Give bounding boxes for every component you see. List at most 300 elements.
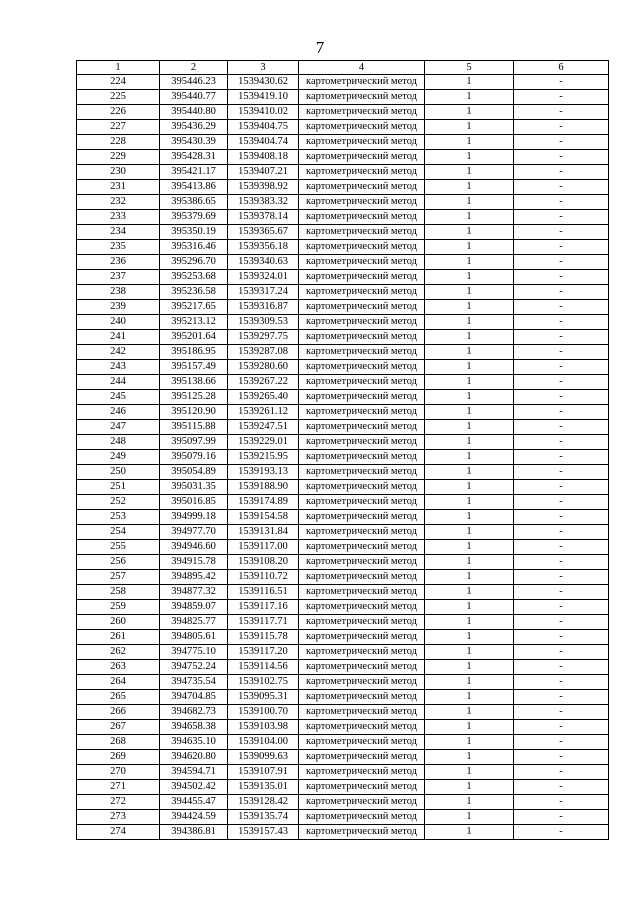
method-cell: картометрический метод [299, 360, 425, 375]
note-cell: - [514, 585, 609, 600]
note-cell: - [514, 825, 609, 840]
table-row [77, 750, 609, 765]
y-coordinate-cell: 1539316.87 [228, 300, 299, 315]
x-coordinate-cell: 395413.86 [160, 180, 228, 195]
accuracy-cell: 1 [425, 795, 514, 810]
column-header-2: 2 [160, 61, 228, 75]
method-cell: картометрический метод [299, 525, 425, 540]
point-number-cell: 229 [77, 150, 160, 165]
note-cell: - [514, 795, 609, 810]
note-cell: - [514, 405, 609, 420]
accuracy-cell: 1 [425, 660, 514, 675]
point-number-cell: 228 [77, 135, 160, 150]
note-cell: - [514, 270, 609, 285]
note-cell: - [514, 810, 609, 825]
note-cell: - [514, 375, 609, 390]
note-cell: - [514, 600, 609, 615]
accuracy-cell: 1 [425, 390, 514, 405]
x-coordinate-cell: 395296.70 [160, 255, 228, 270]
y-coordinate-cell: 1539117.16 [228, 600, 299, 615]
method-cell: картометрический метод [299, 570, 425, 585]
x-coordinate-cell: 395440.80 [160, 105, 228, 120]
note-cell: - [514, 360, 609, 375]
point-number-cell: 265 [77, 690, 160, 705]
method-cell: картометрический метод [299, 810, 425, 825]
point-number-cell: 246 [77, 405, 160, 420]
accuracy-cell: 1 [425, 225, 514, 240]
table-row [77, 600, 609, 615]
accuracy-cell: 1 [425, 345, 514, 360]
y-coordinate-cell: 1539108.20 [228, 555, 299, 570]
note-cell: - [514, 570, 609, 585]
point-number-cell: 273 [77, 810, 160, 825]
accuracy-cell: 1 [425, 375, 514, 390]
method-cell: картометрический метод [299, 465, 425, 480]
accuracy-cell: 1 [425, 645, 514, 660]
y-coordinate-cell: 1539324.01 [228, 270, 299, 285]
x-coordinate-cell: 395421.17 [160, 165, 228, 180]
note-cell: - [514, 315, 609, 330]
note-cell: - [514, 465, 609, 480]
note-cell: - [514, 150, 609, 165]
table-row [77, 285, 609, 300]
accuracy-cell: 1 [425, 300, 514, 315]
accuracy-cell: 1 [425, 480, 514, 495]
table-row [77, 165, 609, 180]
point-number-cell: 256 [77, 555, 160, 570]
accuracy-cell: 1 [425, 765, 514, 780]
method-cell: картометрический метод [299, 210, 425, 225]
accuracy-cell: 1 [425, 750, 514, 765]
point-number-cell: 238 [77, 285, 160, 300]
y-coordinate-cell: 1539117.00 [228, 540, 299, 555]
accuracy-cell: 1 [425, 555, 514, 570]
accuracy-cell: 1 [425, 465, 514, 480]
table-row [77, 465, 609, 480]
point-number-cell: 254 [77, 525, 160, 540]
method-cell: картометрический метод [299, 375, 425, 390]
accuracy-cell: 1 [425, 315, 514, 330]
note-cell: - [514, 435, 609, 450]
y-coordinate-cell: 1539116.51 [228, 585, 299, 600]
y-coordinate-cell: 1539265.40 [228, 390, 299, 405]
y-coordinate-cell: 1539104.00 [228, 735, 299, 750]
accuracy-cell: 1 [425, 585, 514, 600]
method-cell: картометрический метод [299, 705, 425, 720]
point-number-cell: 233 [77, 210, 160, 225]
point-number-cell: 245 [77, 390, 160, 405]
y-coordinate-cell: 1539383.32 [228, 195, 299, 210]
y-coordinate-cell: 1539297.75 [228, 330, 299, 345]
method-cell: картометрический метод [299, 120, 425, 135]
method-cell: картометрический метод [299, 795, 425, 810]
table-row [77, 330, 609, 345]
y-coordinate-cell: 1539261.12 [228, 405, 299, 420]
table-row [77, 765, 609, 780]
note-cell: - [514, 765, 609, 780]
y-coordinate-cell: 1539117.71 [228, 615, 299, 630]
x-coordinate-cell: 394620.80 [160, 750, 228, 765]
accuracy-cell: 1 [425, 285, 514, 300]
table-row [77, 525, 609, 540]
x-coordinate-cell: 394658.38 [160, 720, 228, 735]
method-cell: картометрический метод [299, 825, 425, 840]
point-number-cell: 270 [77, 765, 160, 780]
x-coordinate-cell: 395079.16 [160, 450, 228, 465]
column-header-6: 6 [514, 61, 609, 75]
method-cell: картометрический метод [299, 585, 425, 600]
y-coordinate-cell: 1539193.13 [228, 465, 299, 480]
y-coordinate-cell: 1539107.91 [228, 765, 299, 780]
method-cell: картометрический метод [299, 345, 425, 360]
method-cell: картометрический метод [299, 720, 425, 735]
accuracy-cell: 1 [425, 630, 514, 645]
note-cell: - [514, 165, 609, 180]
note-cell: - [514, 285, 609, 300]
method-cell: картометрический метод [299, 630, 425, 645]
method-cell: картометрический метод [299, 540, 425, 555]
x-coordinate-cell: 395115.88 [160, 420, 228, 435]
x-coordinate-cell: 394594.71 [160, 765, 228, 780]
table-row [77, 195, 609, 210]
accuracy-cell: 1 [425, 150, 514, 165]
x-coordinate-cell: 395031.35 [160, 480, 228, 495]
accuracy-cell: 1 [425, 675, 514, 690]
y-coordinate-cell: 1539135.01 [228, 780, 299, 795]
y-coordinate-cell: 1539128.42 [228, 795, 299, 810]
y-coordinate-cell: 1539317.24 [228, 285, 299, 300]
column-header-1: 1 [77, 61, 160, 75]
accuracy-cell: 1 [425, 90, 514, 105]
y-coordinate-cell: 1539410.02 [228, 105, 299, 120]
y-coordinate-cell: 1539247.51 [228, 420, 299, 435]
header-row [77, 61, 609, 75]
y-coordinate-cell: 1539378.14 [228, 210, 299, 225]
coordinates-table [76, 60, 609, 840]
y-coordinate-cell: 1539115.78 [228, 630, 299, 645]
x-coordinate-cell: 394877.32 [160, 585, 228, 600]
point-number-cell: 230 [77, 165, 160, 180]
note-cell: - [514, 720, 609, 735]
method-cell: картометрический метод [299, 135, 425, 150]
y-coordinate-cell: 1539102.75 [228, 675, 299, 690]
note-cell: - [514, 660, 609, 675]
y-coordinate-cell: 1539280.60 [228, 360, 299, 375]
accuracy-cell: 1 [425, 495, 514, 510]
table-row [77, 810, 609, 825]
table-row [77, 540, 609, 555]
x-coordinate-cell: 394977.70 [160, 525, 228, 540]
method-cell: картометрический метод [299, 645, 425, 660]
accuracy-cell: 1 [425, 705, 514, 720]
point-number-cell: 250 [77, 465, 160, 480]
accuracy-cell: 1 [425, 210, 514, 225]
point-number-cell: 260 [77, 615, 160, 630]
method-cell: картометрический метод [299, 450, 425, 465]
method-cell: картометрический метод [299, 225, 425, 240]
note-cell: - [514, 195, 609, 210]
accuracy-cell: 1 [425, 195, 514, 210]
x-coordinate-cell: 395446.23 [160, 75, 228, 90]
point-number-cell: 262 [77, 645, 160, 660]
accuracy-cell: 1 [425, 780, 514, 795]
x-coordinate-cell: 394805.61 [160, 630, 228, 645]
accuracy-cell: 1 [425, 435, 514, 450]
page-number: 7 [315, 38, 325, 57]
accuracy-cell: 1 [425, 405, 514, 420]
accuracy-cell: 1 [425, 135, 514, 150]
method-cell: картометрический метод [299, 150, 425, 165]
x-coordinate-cell: 395157.49 [160, 360, 228, 375]
table-row [77, 360, 609, 375]
x-coordinate-cell: 395430.39 [160, 135, 228, 150]
point-number-cell: 231 [77, 180, 160, 195]
table-row [77, 120, 609, 135]
y-coordinate-cell: 1539407.21 [228, 165, 299, 180]
point-number-cell: 239 [77, 300, 160, 315]
x-coordinate-cell: 395097.99 [160, 435, 228, 450]
note-cell: - [514, 330, 609, 345]
x-coordinate-cell: 394825.77 [160, 615, 228, 630]
method-cell: картометрический метод [299, 165, 425, 180]
y-coordinate-cell: 1539135.74 [228, 810, 299, 825]
y-coordinate-cell: 1539398.92 [228, 180, 299, 195]
y-coordinate-cell: 1539215.95 [228, 450, 299, 465]
y-coordinate-cell: 1539110.72 [228, 570, 299, 585]
y-coordinate-cell: 1539099.63 [228, 750, 299, 765]
point-number-cell: 243 [77, 360, 160, 375]
note-cell: - [514, 180, 609, 195]
note-cell: - [514, 450, 609, 465]
note-cell: - [514, 300, 609, 315]
accuracy-cell: 1 [425, 450, 514, 465]
x-coordinate-cell: 395253.68 [160, 270, 228, 285]
table-row [77, 150, 609, 165]
note-cell: - [514, 255, 609, 270]
x-coordinate-cell: 395386.65 [160, 195, 228, 210]
note-cell: - [514, 615, 609, 630]
x-coordinate-cell: 395186.95 [160, 345, 228, 360]
table-body [77, 75, 609, 840]
accuracy-cell: 1 [425, 360, 514, 375]
accuracy-cell: 1 [425, 240, 514, 255]
note-cell: - [514, 240, 609, 255]
x-coordinate-cell: 394999.18 [160, 510, 228, 525]
note-cell: - [514, 780, 609, 795]
x-coordinate-cell: 395054.89 [160, 465, 228, 480]
table-row [77, 420, 609, 435]
point-number-cell: 225 [77, 90, 160, 105]
table-row [77, 135, 609, 150]
table-row [77, 345, 609, 360]
table-row [77, 735, 609, 750]
method-cell: картометрический метод [299, 480, 425, 495]
point-number-cell: 241 [77, 330, 160, 345]
table-row [77, 795, 609, 810]
table-row [77, 375, 609, 390]
table-row [77, 240, 609, 255]
x-coordinate-cell: 394735.54 [160, 675, 228, 690]
note-cell: - [514, 705, 609, 720]
accuracy-cell: 1 [425, 570, 514, 585]
table-row [77, 105, 609, 120]
method-cell: картометрический метод [299, 255, 425, 270]
method-cell: картометрический метод [299, 420, 425, 435]
point-number-cell: 227 [77, 120, 160, 135]
table-row [77, 510, 609, 525]
x-coordinate-cell: 394635.10 [160, 735, 228, 750]
y-coordinate-cell: 1539174.89 [228, 495, 299, 510]
x-coordinate-cell: 395125.28 [160, 390, 228, 405]
method-cell: картометрический метод [299, 300, 425, 315]
table-row [77, 315, 609, 330]
x-coordinate-cell: 395440.77 [160, 90, 228, 105]
note-cell: - [514, 345, 609, 360]
y-coordinate-cell: 1539419.10 [228, 90, 299, 105]
method-cell: картометрический метод [299, 615, 425, 630]
point-number-cell: 237 [77, 270, 160, 285]
note-cell: - [514, 510, 609, 525]
point-number-cell: 272 [77, 795, 160, 810]
note-cell: - [514, 135, 609, 150]
note-cell: - [514, 675, 609, 690]
table-row [77, 705, 609, 720]
accuracy-cell: 1 [425, 735, 514, 750]
x-coordinate-cell: 395217.65 [160, 300, 228, 315]
method-cell: картометрический метод [299, 780, 425, 795]
point-number-cell: 263 [77, 660, 160, 675]
table-row [77, 480, 609, 495]
note-cell: - [514, 750, 609, 765]
y-coordinate-cell: 1539267.22 [228, 375, 299, 390]
method-cell: картометрический метод [299, 735, 425, 750]
method-cell: картометрический метод [299, 75, 425, 90]
accuracy-cell: 1 [425, 825, 514, 840]
point-number-cell: 251 [77, 480, 160, 495]
x-coordinate-cell: 394752.24 [160, 660, 228, 675]
point-number-cell: 234 [77, 225, 160, 240]
note-cell: - [514, 690, 609, 705]
x-coordinate-cell: 394704.85 [160, 690, 228, 705]
method-cell: картометрический метод [299, 285, 425, 300]
y-coordinate-cell: 1539430.62 [228, 75, 299, 90]
point-number-cell: 257 [77, 570, 160, 585]
point-number-cell: 259 [77, 600, 160, 615]
point-number-cell: 224 [77, 75, 160, 90]
accuracy-cell: 1 [425, 525, 514, 540]
accuracy-cell: 1 [425, 180, 514, 195]
column-header-4: 4 [299, 61, 425, 75]
y-coordinate-cell: 1539103.98 [228, 720, 299, 735]
method-cell: картометрический метод [299, 90, 425, 105]
accuracy-cell: 1 [425, 690, 514, 705]
table-row [77, 90, 609, 105]
x-coordinate-cell: 394946.60 [160, 540, 228, 555]
accuracy-cell: 1 [425, 75, 514, 90]
y-coordinate-cell: 1539404.75 [228, 120, 299, 135]
accuracy-cell: 1 [425, 105, 514, 120]
table-row [77, 75, 609, 90]
accuracy-cell: 1 [425, 810, 514, 825]
accuracy-cell: 1 [425, 510, 514, 525]
table-row [77, 645, 609, 660]
x-coordinate-cell: 395213.12 [160, 315, 228, 330]
table-row [77, 405, 609, 420]
table-row [77, 180, 609, 195]
x-coordinate-cell: 394859.07 [160, 600, 228, 615]
y-coordinate-cell: 1539131.84 [228, 525, 299, 540]
note-cell: - [514, 90, 609, 105]
method-cell: картометрический метод [299, 315, 425, 330]
x-coordinate-cell: 395316.46 [160, 240, 228, 255]
note-cell: - [514, 525, 609, 540]
y-coordinate-cell: 1539100.70 [228, 705, 299, 720]
point-number-cell: 226 [77, 105, 160, 120]
accuracy-cell: 1 [425, 540, 514, 555]
y-coordinate-cell: 1539365.67 [228, 225, 299, 240]
x-coordinate-cell: 395436.29 [160, 120, 228, 135]
note-cell: - [514, 120, 609, 135]
x-coordinate-cell: 394386.81 [160, 825, 228, 840]
method-cell: картометрический метод [299, 765, 425, 780]
point-number-cell: 271 [77, 780, 160, 795]
y-coordinate-cell: 1539157.43 [228, 825, 299, 840]
table-row [77, 450, 609, 465]
point-number-cell: 235 [77, 240, 160, 255]
table-row [77, 300, 609, 315]
method-cell: картометрический метод [299, 750, 425, 765]
method-cell: картометрический метод [299, 510, 425, 525]
point-number-cell: 240 [77, 315, 160, 330]
point-number-cell: 249 [77, 450, 160, 465]
note-cell: - [514, 630, 609, 645]
accuracy-cell: 1 [425, 120, 514, 135]
x-coordinate-cell: 395120.90 [160, 405, 228, 420]
table-row [77, 615, 609, 630]
point-number-cell: 248 [77, 435, 160, 450]
table-row [77, 780, 609, 795]
x-coordinate-cell: 395201.64 [160, 330, 228, 345]
method-cell: картометрический метод [299, 195, 425, 210]
table-row [77, 690, 609, 705]
point-number-cell: 261 [77, 630, 160, 645]
method-cell: картометрический метод [299, 330, 425, 345]
method-cell: картометрический метод [299, 270, 425, 285]
y-coordinate-cell: 1539309.53 [228, 315, 299, 330]
x-coordinate-cell: 395236.58 [160, 285, 228, 300]
x-coordinate-cell: 394915.78 [160, 555, 228, 570]
method-cell: картометрический метод [299, 675, 425, 690]
point-number-cell: 242 [77, 345, 160, 360]
y-coordinate-cell: 1539188.90 [228, 480, 299, 495]
y-coordinate-cell: 1539287.08 [228, 345, 299, 360]
note-cell: - [514, 645, 609, 660]
table-row [77, 225, 609, 240]
x-coordinate-cell: 395379.69 [160, 210, 228, 225]
table-row [77, 210, 609, 225]
accuracy-cell: 1 [425, 600, 514, 615]
note-cell: - [514, 480, 609, 495]
accuracy-cell: 1 [425, 255, 514, 270]
x-coordinate-cell: 395428.31 [160, 150, 228, 165]
point-number-cell: 255 [77, 540, 160, 555]
accuracy-cell: 1 [425, 720, 514, 735]
point-number-cell: 274 [77, 825, 160, 840]
method-cell: картометрический метод [299, 105, 425, 120]
x-coordinate-cell: 394502.42 [160, 780, 228, 795]
method-cell: картометрический метод [299, 405, 425, 420]
method-cell: картометрический метод [299, 660, 425, 675]
